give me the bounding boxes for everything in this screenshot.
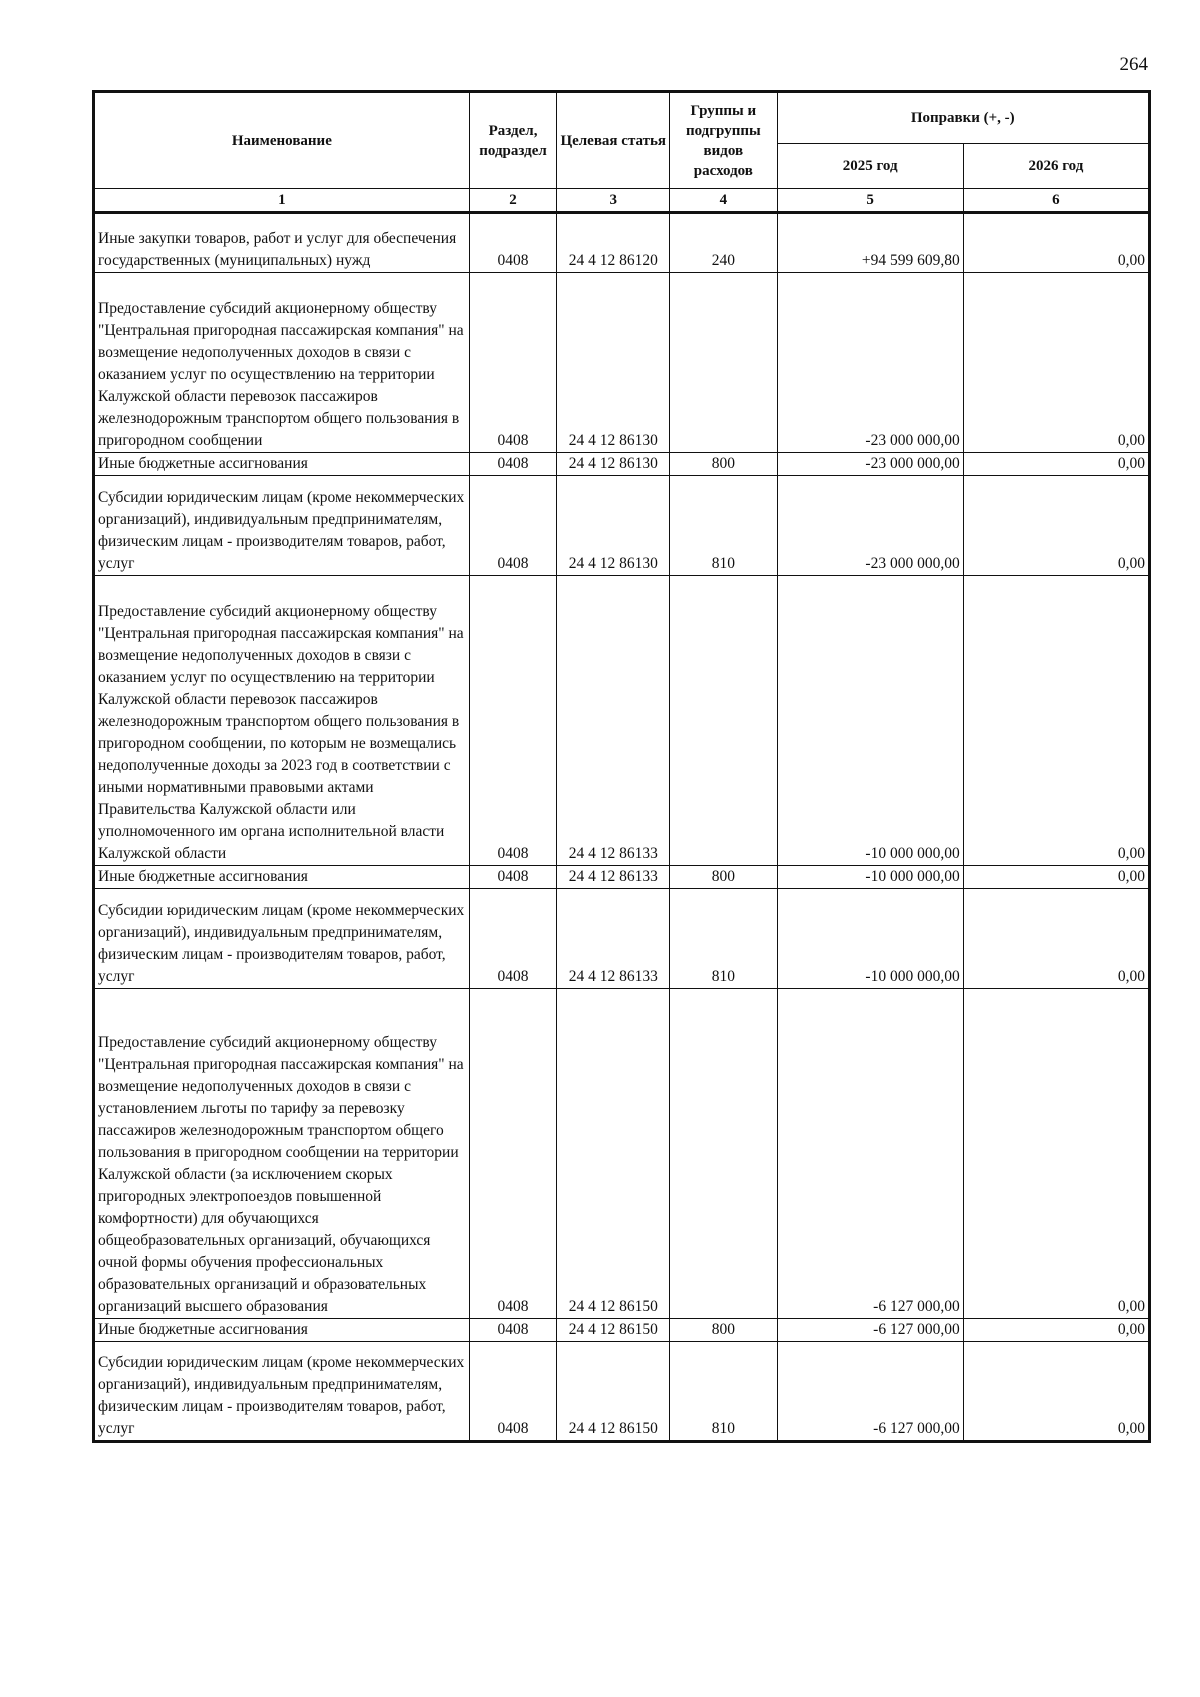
cell-section: 0408 — [469, 1319, 557, 1342]
cell-amount-2025: +94 599 609,80 — [777, 213, 963, 273]
header-year-2026: 2026 год — [963, 144, 1149, 189]
cell-name: Иные закупки товаров, работ и услуг для обеспечения государственных (муниципальных) нужд — [94, 213, 470, 273]
cell-target-article: 24 4 12 86120 — [557, 213, 670, 273]
cell-expense-group — [670, 273, 777, 453]
column-number: 3 — [557, 189, 670, 213]
cell-name: Субсидии юридическим лицам (кроме некоммерческих организаций), индивидуальным предпринимателям, физическим лицам - производителям товаров, работ, услуг — [94, 1342, 470, 1442]
cell-section: 0408 — [469, 889, 557, 989]
header-section: Раздел, подраздел — [469, 92, 557, 189]
cell-target-article: 24 4 12 86150 — [557, 1319, 670, 1342]
cell-expense-group — [670, 576, 777, 866]
cell-amount-2025: -6 127 000,00 — [777, 989, 963, 1319]
cell-amount-2026: 0,00 — [963, 866, 1149, 889]
cell-target-article: 24 4 12 86133 — [557, 866, 670, 889]
cell-expense-group: 810 — [670, 476, 777, 576]
cell-amount-2026: 0,00 — [963, 576, 1149, 866]
cell-expense-group: 800 — [670, 453, 777, 476]
cell-amount-2025: -10 000 000,00 — [777, 889, 963, 989]
cell-amount-2025: -23 000 000,00 — [777, 273, 963, 453]
cell-name: Предоставление субсидий акционерному обществу "Центральная пригородная пассажирская компания" на возмещение недополученных доходов в связи с оказанием услуг по осуществлению на территории Калужской области перевозок пассажиров железнодорожным транспортом общего пользования в пригородном сообщении, по которым не возмещались недополученные доходы за 2023 год в соответствии с иными нормативными правовыми актами Правительства Калужской области или уполномоченного им органа исполнительной власти Калужской области — [94, 576, 470, 866]
cell-target-article: 24 4 12 86150 — [557, 989, 670, 1319]
cell-amount-2026: 0,00 — [963, 476, 1149, 576]
cell-amount-2026: 0,00 — [963, 889, 1149, 989]
table-row — [94, 576, 1150, 866]
cell-name: Иные бюджетные ассигнования — [94, 1319, 470, 1342]
header-target: Целевая статья — [557, 92, 670, 189]
header-name: Наименование — [94, 92, 470, 189]
table-row — [94, 989, 1150, 1319]
cell-expense-group — [670, 989, 777, 1319]
table-body — [94, 213, 1150, 1442]
cell-amount-2025: -23 000 000,00 — [777, 453, 963, 476]
cell-section: 0408 — [469, 866, 557, 889]
cell-section: 0408 — [469, 576, 557, 866]
cell-target-article: 24 4 12 86133 — [557, 889, 670, 989]
cell-target-article: 24 4 12 86130 — [557, 273, 670, 453]
cell-amount-2025: -23 000 000,00 — [777, 476, 963, 576]
cell-amount-2026: 0,00 — [963, 989, 1149, 1319]
page-number: 264 — [1119, 54, 1148, 75]
header-group: Группы и подгруппы видов расходов — [670, 92, 777, 189]
column-number: 5 — [777, 189, 963, 213]
cell-amount-2026: 0,00 — [963, 1319, 1149, 1342]
cell-section: 0408 — [469, 1342, 557, 1442]
cell-expense-group: 800 — [670, 1319, 777, 1342]
table-row — [94, 1319, 1150, 1342]
column-number: 4 — [670, 189, 777, 213]
cell-name: Субсидии юридическим лицам (кроме некоммерческих организаций), индивидуальным предпринимателям, физическим лицам - производителям товаров, работ, услуг — [94, 476, 470, 576]
cell-expense-group: 240 — [670, 213, 777, 273]
cell-name: Иные бюджетные ассигнования — [94, 453, 470, 476]
column-number: 2 — [469, 189, 557, 213]
table-row — [94, 889, 1150, 989]
cell-amount-2026: 0,00 — [963, 273, 1149, 453]
budget-amendments-table — [92, 90, 1151, 1443]
table-row — [94, 213, 1150, 273]
cell-name: Предоставление субсидий акционерному обществу "Центральная пригородная пассажирская компания" на возмещение недополученных доходов в связи с установлением льготы по тарифу за перевозку пассажиров железнодорожным транспортом общего пользования в пригородном сообщении на территории Калужской области (за исключением скорых пригородных электропоездов повышенной комфортности) для обучающихся общеобразовательных организаций, обучающихся очной формы обучения профессиональных образовательных организаций и образовательных организаций высшего образования — [94, 989, 470, 1319]
cell-target-article: 24 4 12 86130 — [557, 476, 670, 576]
cell-section: 0408 — [469, 989, 557, 1319]
header-amendments: Поправки (+, -) — [777, 92, 1150, 144]
cell-amount-2025: -10 000 000,00 — [777, 576, 963, 866]
cell-name: Иные бюджетные ассигнования — [94, 866, 470, 889]
cell-expense-group: 810 — [670, 1342, 777, 1442]
cell-amount-2025: -10 000 000,00 — [777, 866, 963, 889]
cell-amount-2025: -6 127 000,00 — [777, 1342, 963, 1442]
column-number: 6 — [963, 189, 1149, 213]
cell-section: 0408 — [469, 273, 557, 453]
column-number: 1 — [94, 189, 470, 213]
table-row — [94, 453, 1150, 476]
table-row — [94, 476, 1150, 576]
cell-expense-group: 810 — [670, 889, 777, 989]
cell-expense-group: 800 — [670, 866, 777, 889]
table-row — [94, 866, 1150, 889]
cell-amount-2025: -6 127 000,00 — [777, 1319, 963, 1342]
table-row — [94, 1342, 1150, 1442]
cell-section: 0408 — [469, 476, 557, 576]
cell-target-article: 24 4 12 86130 — [557, 453, 670, 476]
cell-name: Предоставление субсидий акционерному обществу "Центральная пригородная пассажирская компания" на возмещение недополученных доходов в связи с оказанием услуг по осуществлению на территории Калужской области перевозок пассажиров железнодорожным транспортом общего пользования в пригородном сообщении — [94, 273, 470, 453]
cell-name: Субсидии юридическим лицам (кроме некоммерческих организаций), индивидуальным предпринимателям, физическим лицам - производителям товаров, работ, услуг — [94, 889, 470, 989]
cell-amount-2026: 0,00 — [963, 213, 1149, 273]
header-year-2025: 2025 год — [777, 144, 963, 189]
table-row — [94, 273, 1150, 453]
cell-target-article: 24 4 12 86133 — [557, 576, 670, 866]
cell-section: 0408 — [469, 453, 557, 476]
cell-target-article: 24 4 12 86150 — [557, 1342, 670, 1442]
cell-amount-2026: 0,00 — [963, 453, 1149, 476]
cell-amount-2026: 0,00 — [963, 1342, 1149, 1442]
cell-section: 0408 — [469, 213, 557, 273]
